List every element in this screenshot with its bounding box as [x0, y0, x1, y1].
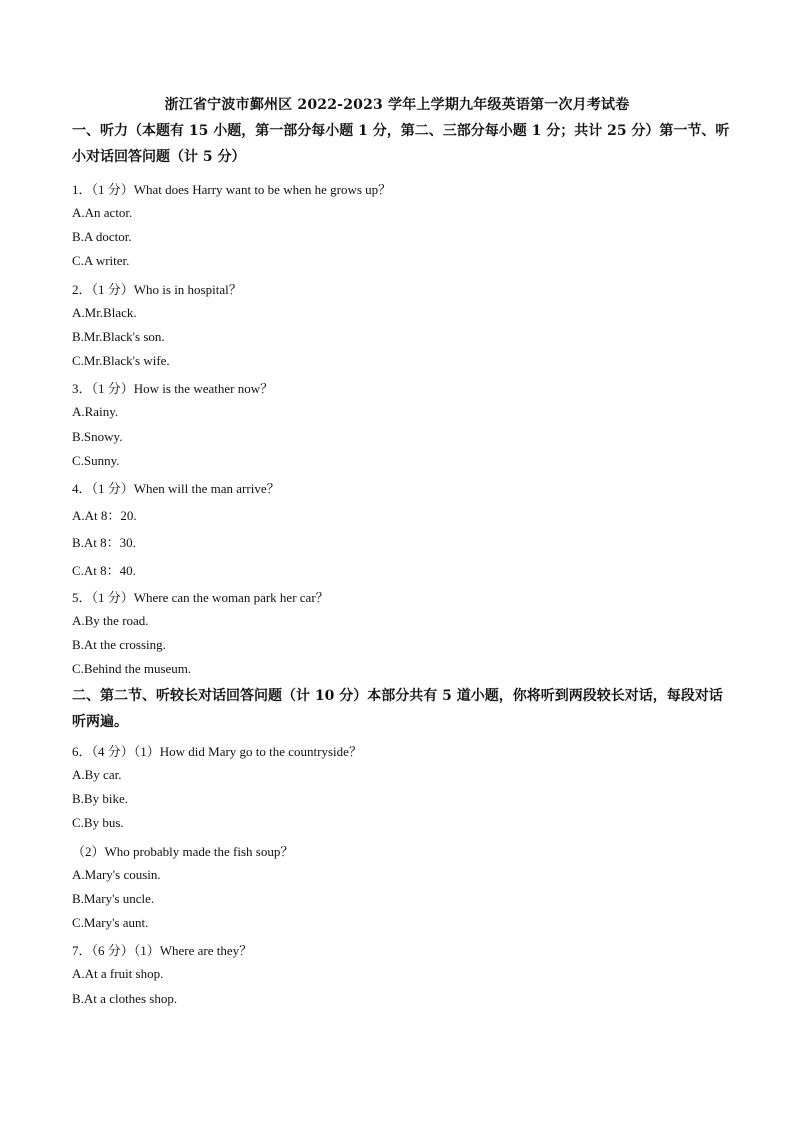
- option-4b: B.At 8：30.: [72, 535, 136, 550]
- option-6-1c: C.By bus.: [72, 815, 124, 830]
- question-3: 3．（1 分）How is the weather now？: [72, 381, 274, 396]
- option-1c: C.A writer.: [72, 253, 130, 268]
- question-5: 5．（1 分）Where can the woman park her car？: [72, 590, 329, 605]
- question-6-2: （2）Who probably made the fish soup？: [72, 844, 294, 859]
- option-3b: B.Snowy.: [72, 429, 123, 444]
- section-heading-listening-part2: 二、第二节、听较长对话回答问题（计 10 分）本部分共有 5 道小题，你将听到两段较长对话，每段对话听两遍。: [72, 688, 723, 730]
- option-6-2c: C.Mary's aunt.: [72, 915, 149, 930]
- option-2a: A.Mr.Black.: [72, 305, 137, 320]
- page-title: 浙江省宁波市鄞州区 2022-2023 学年上学期九年级英语第一次月考试卷: [164, 97, 630, 113]
- option-6-2a: A.Mary's cousin.: [72, 867, 161, 882]
- option-5b: B.At the crossing.: [72, 637, 166, 652]
- option-2b: B.Mr.Black's son.: [72, 329, 165, 344]
- option-1b: B.A doctor.: [72, 229, 132, 244]
- option-6-1b: B.By bike.: [72, 791, 128, 806]
- option-3a: A.Rainy.: [72, 404, 119, 419]
- question-2: 2．（1 分）Who is in hospital？: [72, 282, 242, 297]
- option-4a: A.At 8：20.: [72, 508, 137, 523]
- option-5c: C.Behind the museum.: [72, 661, 192, 676]
- question-6-1: 6．（4 分）（1）How did Mary go to the countryside？: [72, 744, 362, 759]
- option-7-1b: B.At a clothes shop.: [72, 991, 178, 1006]
- option-4c: C.At 8：40.: [72, 563, 136, 578]
- question-4: 4．（1 分）When will the man arrive？: [72, 481, 280, 496]
- question-1: 1．（1 分）What does Harry want to be when he grows up？: [72, 182, 392, 197]
- option-7-1a: A.At a fruit shop.: [72, 966, 164, 981]
- option-5a: A.By the road.: [72, 613, 149, 628]
- option-1a: A.An actor.: [72, 205, 133, 220]
- option-2c: C.Mr.Black's wife.: [72, 353, 170, 368]
- option-6-2b: B.Mary's uncle.: [72, 891, 155, 906]
- section-heading-listening-part1: 一、听力（本题有 15 小题，第一部分每小题 1 分，第二、三部分每小题 1 分；共计 25 分）第一节、听小对话回答问题（计 5 分）: [72, 123, 730, 165]
- option-3c: C.Sunny.: [72, 453, 120, 468]
- option-6-1a: A.By car.: [72, 767, 122, 782]
- question-7-1: 7．（6 分）（1）Where are they？: [72, 943, 253, 958]
